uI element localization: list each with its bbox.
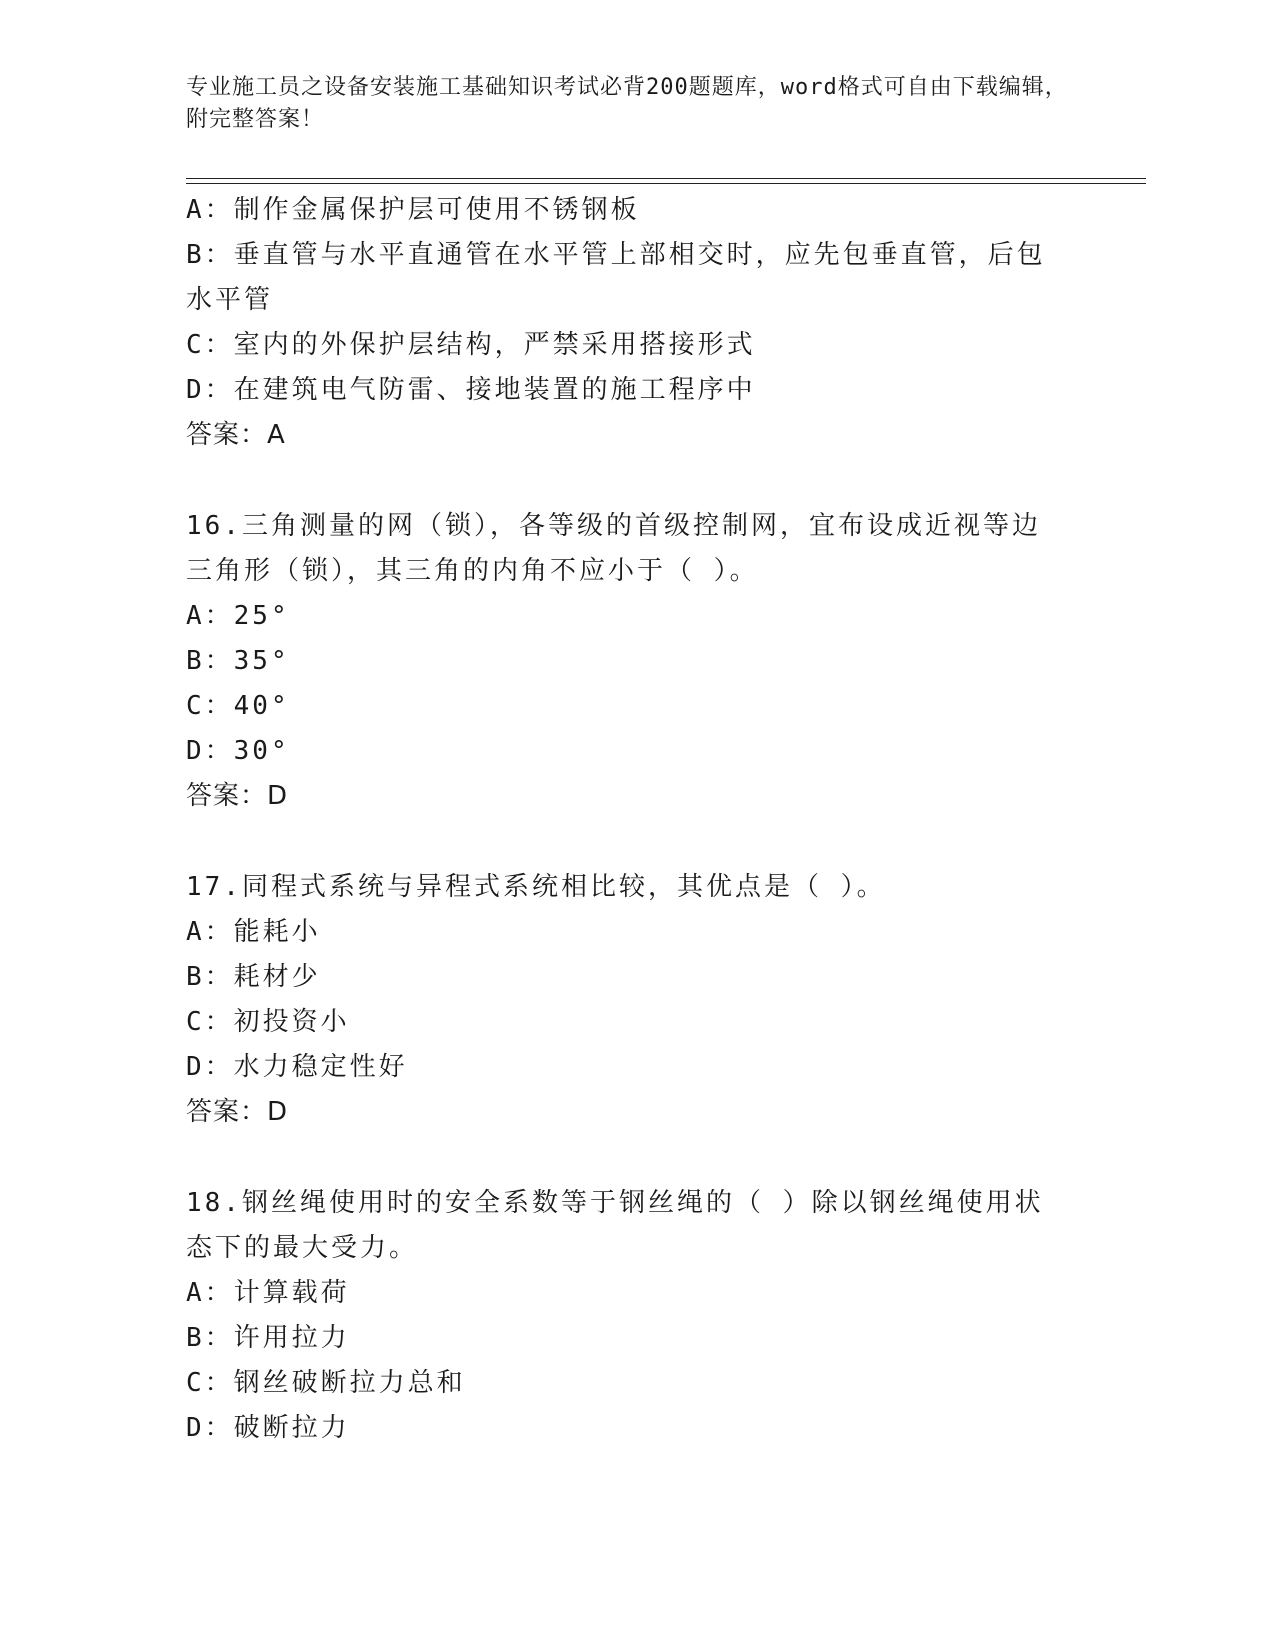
header-rule-top [186, 178, 1146, 179]
question-prev [186, 188, 1086, 458]
question-stem: 17.同程式系统与异程式系统相比较，其优点是（ ）。 [186, 872, 886, 902]
option-b: B：许用拉力 [186, 1323, 350, 1353]
answer: 答案：A [186, 420, 286, 450]
option-d: D：在建筑电气防雷、接地装置的施工程序中 [186, 375, 756, 405]
answer: 答案：D [186, 781, 289, 811]
option-c: C：初投资小 [186, 1007, 350, 1037]
header-rule-bottom [186, 183, 1146, 184]
option-d: D：破断拉力 [186, 1413, 350, 1443]
question-stem: 18.钢丝绳使用时的安全系数等于钢丝绳的（ ）除以钢丝绳使用状态下的最大受力。 [186, 1188, 1044, 1263]
option-a: A：计算载荷 [186, 1278, 350, 1308]
option-d: D：30° [186, 736, 290, 766]
option-a: A：制作金属保护层可使用不锈钢板 [186, 195, 640, 225]
option-c: C：40° [186, 691, 290, 721]
option-c: C：室内的外保护层结构，严禁采用搭接形式 [186, 330, 756, 360]
option-a: A：能耗小 [186, 917, 321, 947]
option-d: D：水力稳定性好 [186, 1052, 408, 1082]
option-a: A：25° [186, 601, 290, 631]
option-c: C：钢丝破断拉力总和 [186, 1368, 466, 1398]
option-b: B：垂直管与水平直通管在水平管上部相交时，应先包垂直管，后包水平管 [186, 240, 1046, 315]
question-stem: 16.三角测量的网（锁），各等级的首级控制网，宜布设成近视等边三角形（锁），其三角的内角不应小于（ ）。 [186, 511, 1041, 586]
question-16 [186, 504, 1086, 819]
answer: 答案：D [186, 1097, 289, 1127]
option-b: B：耗材少 [186, 962, 321, 992]
document-header: 专业施工员之设备安装施工基础知识考试必背200题题库，word格式可自由下载编辑，附完整答案！ [186, 75, 1068, 132]
question-18 [186, 1181, 1086, 1451]
question-list [186, 188, 1086, 1451]
option-b: B：35° [186, 646, 290, 676]
question-17 [186, 865, 1086, 1135]
